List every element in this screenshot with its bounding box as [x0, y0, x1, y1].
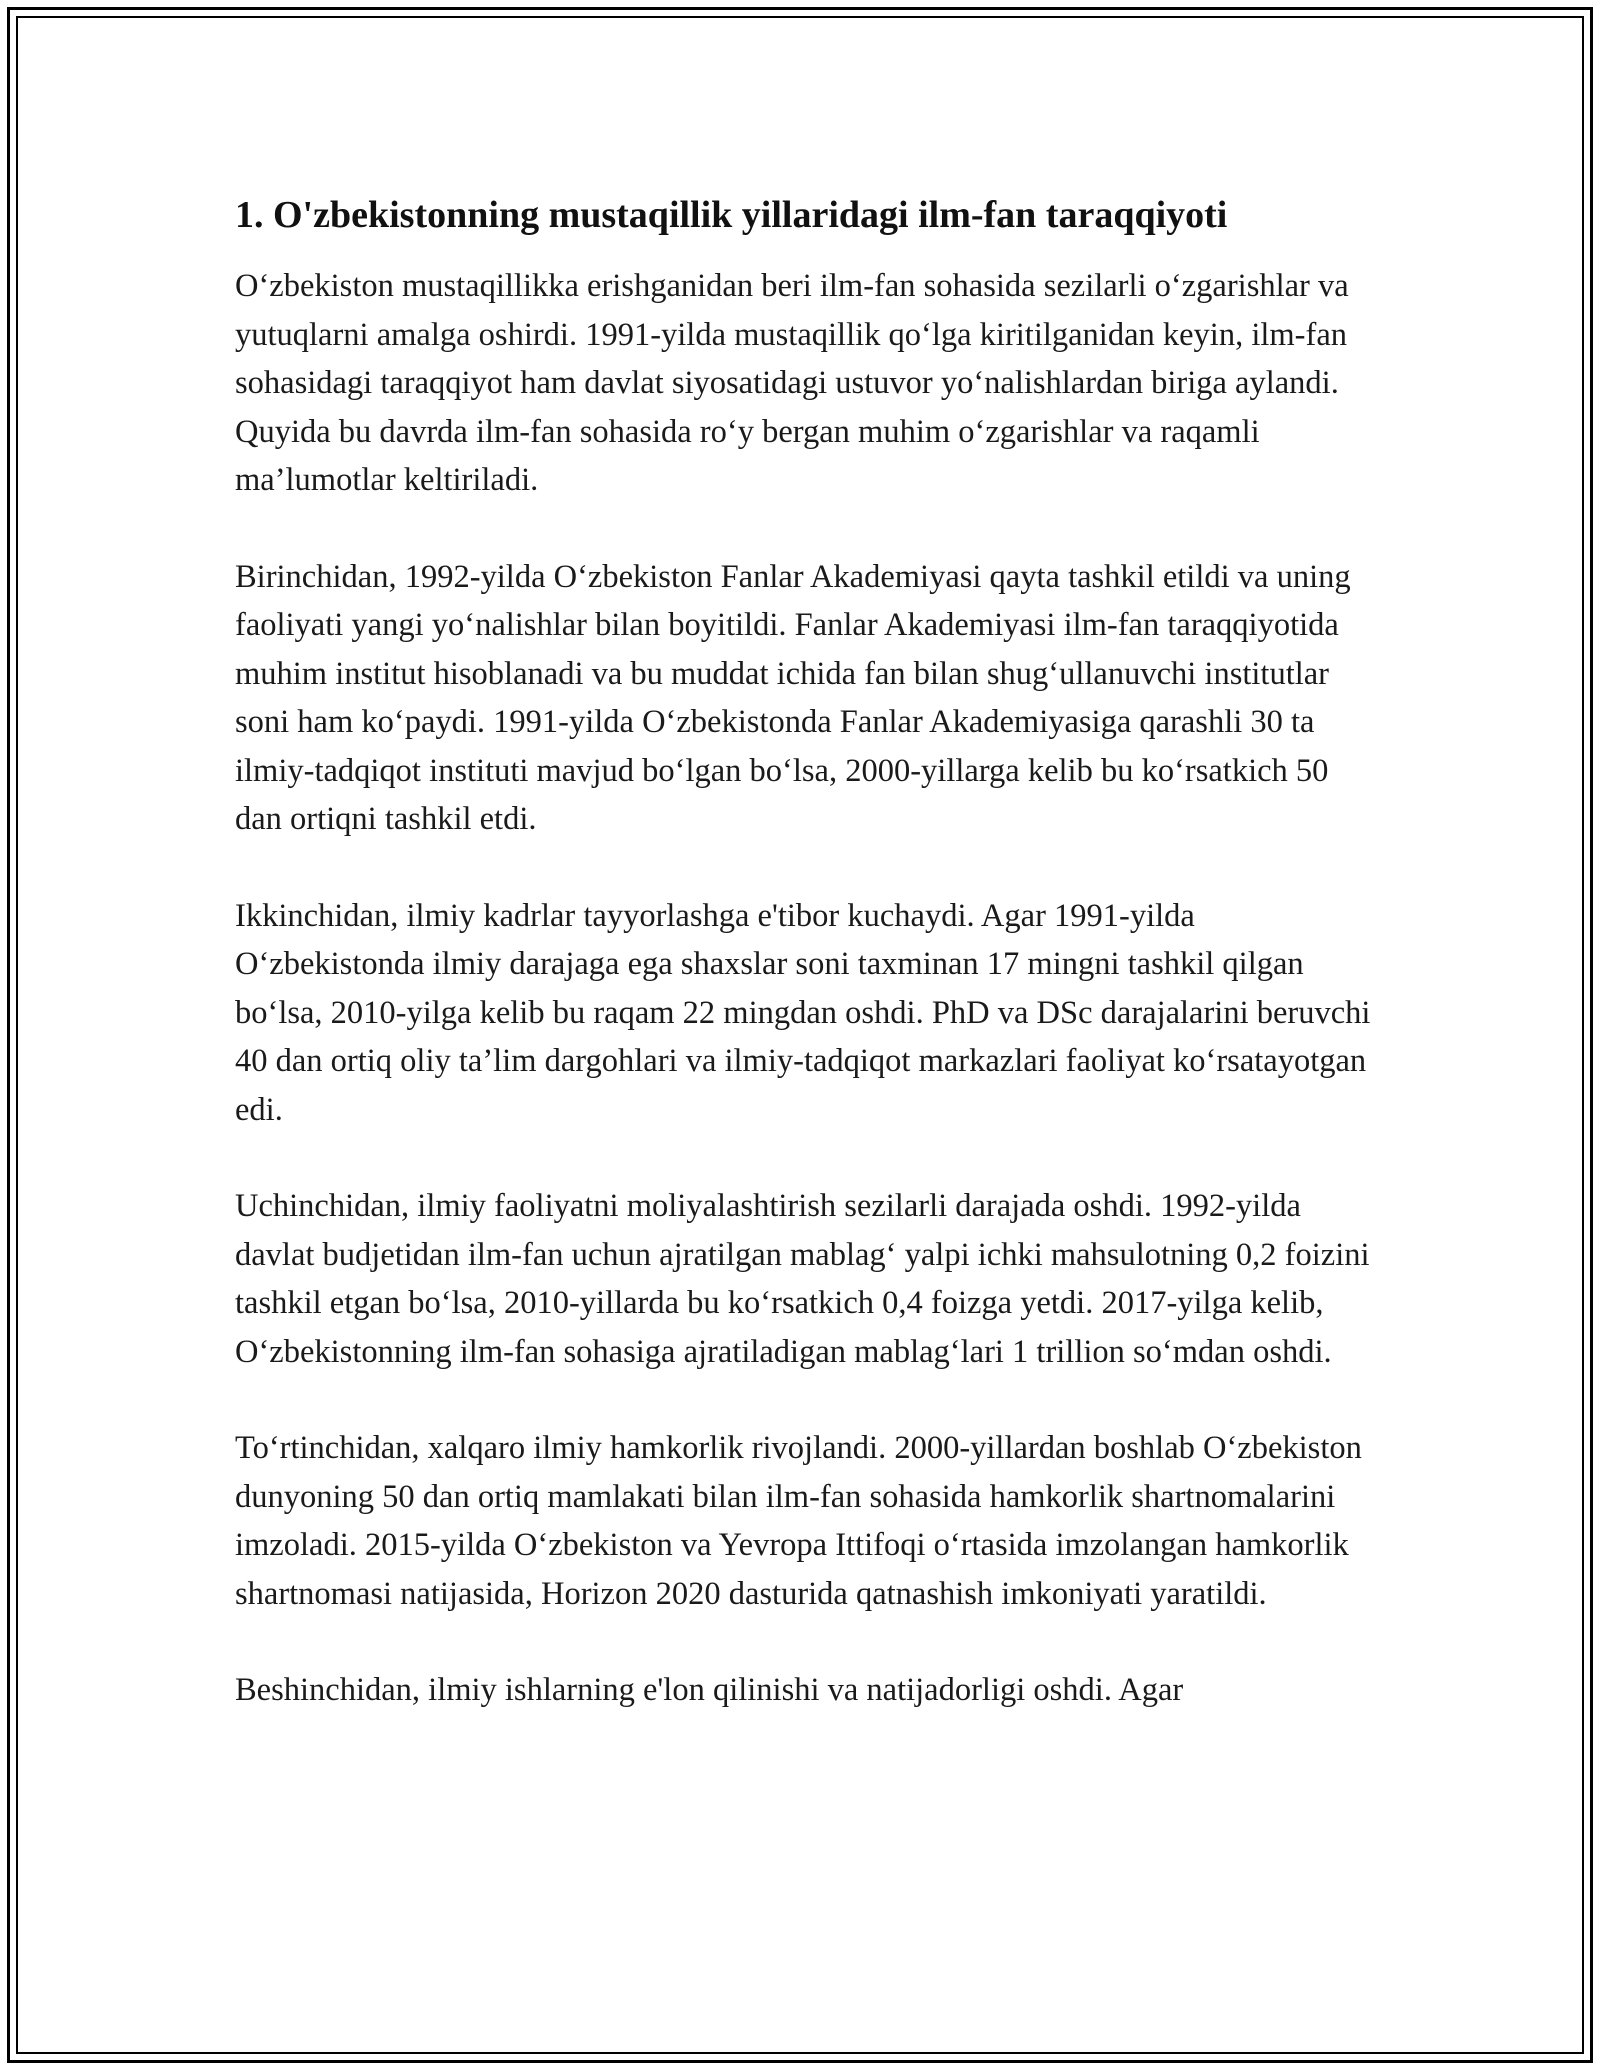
paragraph-first: Birinchidan, 1992-yilda O‘zbekiston Fanlar Akademiyasi qayta tashkil etildi va uning faoliyati yangi yo‘nalishlar bilan boyitildi. Fanlar Akademiyasi ilm-fan taraqqiyotida muhim institut hisoblanadi va bu muddat ichida fan bilan shug‘ullanuvchi institutlar soni ham ko‘paydi. 1991-yilda O‘zbekistonda Fanlar Akademiyasiga qarashli 30 ta ilmiy-tadqiqot instituti mavjud bo‘lgan bo‘lsa, 2000-yillarga kelib bu ko‘rsatkich 50 dan ortiqni tashkil etdi. — [235, 558, 1351, 837]
paragraph-second: Ikkinchidan, ilmiy kadrlar tayyorlashga e'tibor kuchaydi. Agar 1991-yilda O‘zbekistonda ilmiy darajaga ega shaxslar soni taxminan 17 mingni tashkil qilgan bo‘lsa, 2010-yilga kelib bu raqam 22 mingdan oshdi. PhD va DSc darajalarini beruvchi 40 dan ortiq oliy ta’lim dargohlari va ilmiy-tadqiqot markazlari faoliyat ko‘rsatayotgan edi. — [235, 897, 1371, 1128]
document-title: 1. O'zbekistonning mustaqillik yillaridagi ilm-fan taraqqiyoti — [235, 194, 1228, 236]
paragraph-fourth: To‘rtinchidan, xalqaro ilmiy hamkorlik rivojlandi. 2000-yillardan boshlab O‘zbekiston dunyoning 50 dan ortiq mamlakati bilan ilm-fan sohasida hamkorlik shartnomalarini imzoladi. 2015-yilda O‘zbekiston va Yevropa Ittifoqi o‘rtasida imzolangan hamkorlik shartnomasi natijasida, Horizon 2020 dasturida qatnashish imkoniyati yaratildi. — [235, 1430, 1362, 1612]
paragraph-fifth: Beshinchidan, ilmiy ishlarning e'lon qilinishi va natijadorligi oshdi. Agar — [235, 1672, 1184, 1708]
paragraph-intro: O‘zbekiston mustaqillikka erishganidan beri ilm-fan sohasida sezilarli o‘zgarishlar va yutuqlarni amalga oshirdi. 1991-yilda mustaqillik qo‘lga kiritilganidan keyin, ilm-fan sohasidagi taraqqiyot ham davlat siyosatidagi ustuvor yo‘nalishlardan biriga aylandi. Quyida bu davrda ilm-fan sohasida ro‘y bergan muhim o‘zgarishlar va raqamli ma’lumotlar keltiriladi. — [235, 268, 1349, 498]
document-body — [235, 190, 1375, 1763]
paragraph-third: Uchinchidan, ilmiy faoliyatni moliyalashtirish sezilarli darajada oshdi. 1992-yilda davlat budjetidan ilm-fan uchun ajratilgan mablag‘ yalpi ichki mahsulotning 0,2 foizini tashkil etgan bo‘lsa, 2010-yillarda bu ko‘rsatkich 0,4 foizga yetdi. 2017-yilga kelib, O‘zbekistonning ilm-fan sohasiga ajratiladigan mablag‘lari 1 trillion so‘mdan oshdi. — [235, 1188, 1370, 1370]
